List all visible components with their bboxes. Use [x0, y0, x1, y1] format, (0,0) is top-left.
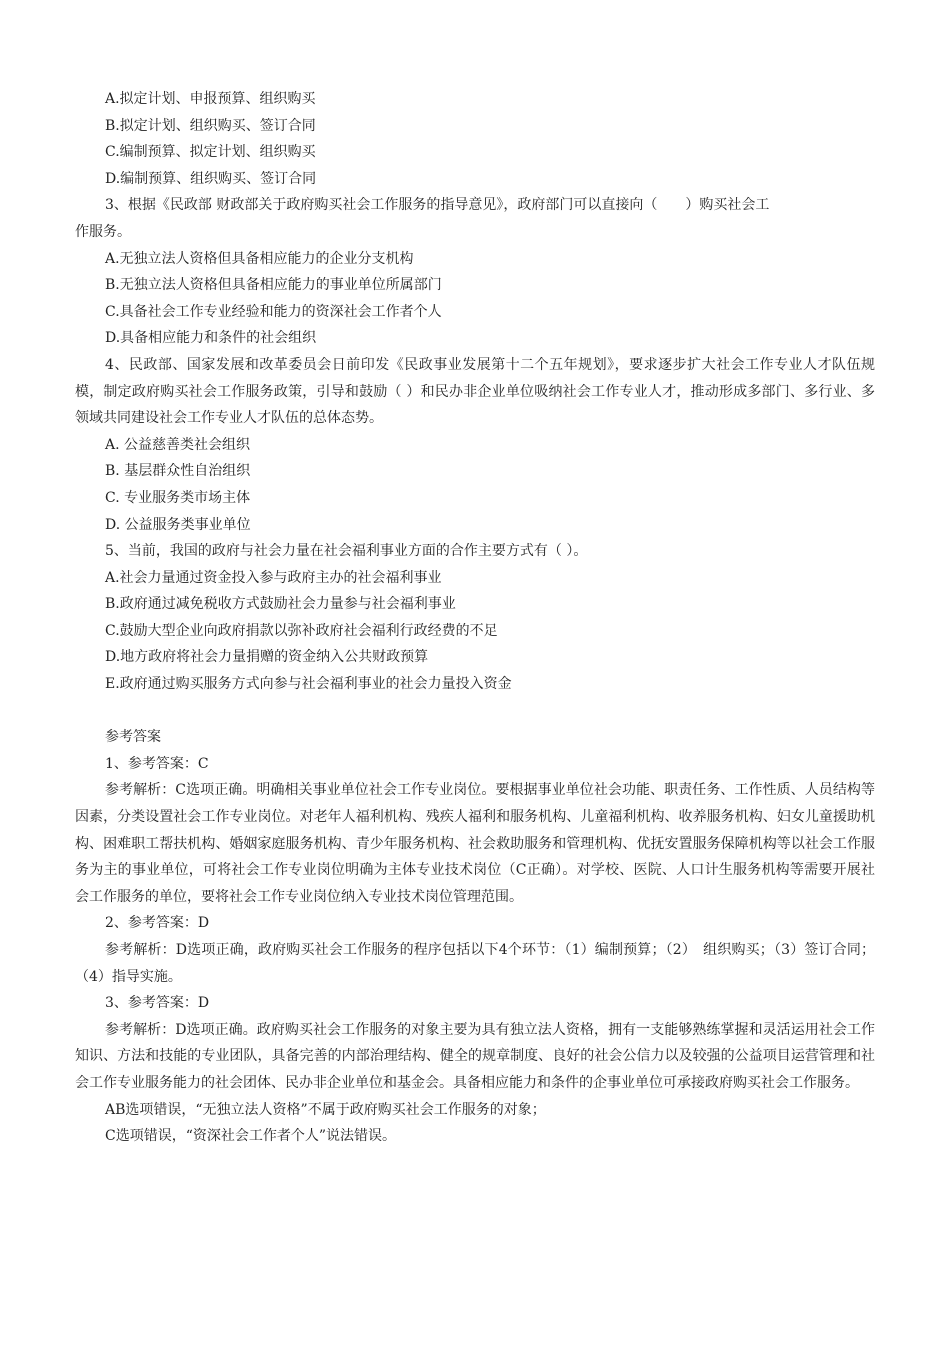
q2-option-a: A.拟定计划、申报预算、组织购买	[105, 91, 316, 107]
q2-option-d: D.编制预算、组织购买、签订合同	[105, 170, 317, 187]
q5-option-c: C.鼓励大型企业向政府捐款以弥补政府社会福利行政经费的不足	[105, 622, 498, 639]
q2-option-c: C.编制预算、拟定计划、组织购买	[105, 144, 316, 161]
q5-option-e: E.政府通过购买服务方式向参与社会福利事业的社会力量投入资金	[105, 676, 512, 693]
q4-option-b: B. 基层群众性自治组织	[105, 463, 251, 480]
q3-option-a: A.无独立法人资格但具备相应能力的企业分支机构	[105, 250, 414, 267]
document-page	[0, 86, 950, 1150]
answer-3-analysis: 参考解析：D选项正确。政府购买社会工作服务的对象主要为具有独立法人资格，拥有一支能够熟练掌握和灵活运用社会工作知识、方法和技能的专业团队，具备完善的内部治理结构、健全的规章制度、良好的社会公信力以及较强的公益项目运营管理和社会工作专业服务能力的社会团体、民办非企业单位和基金会。具备相应能力和条件的企事业单位可承接政府购买社会工作服务。	[75, 1021, 875, 1091]
section-gap	[0, 698, 950, 725]
q3-option-c: C.具备社会工作专业经验和能力的资深社会工作者个人	[105, 303, 442, 320]
q5-stem: 5、当前，我国的政府与社会力量在社会福利事业方面的合作主要方式有（ ）。	[105, 543, 588, 560]
q4-option-a: A. 公益慈善类社会组织	[105, 436, 251, 453]
q4-option-d: D. 公益服务类事业单位	[105, 516, 251, 533]
answer-3-note-c: C选项错误，“资深社会工作者个人”说法错误。	[105, 1128, 397, 1145]
answer-2: 2、参考答案：D	[105, 915, 210, 932]
answer-2-analysis: 参考解析：D选项正确，政府购买社会工作服务的程序包括以下4个环节：（1）编制预算；（2） 组织购买；（3）签订合同；（4）指导实施。	[75, 942, 875, 985]
q4-option-c: C. 专业服务类市场主体	[105, 489, 251, 506]
q5-option-b: B.政府通过减免税收方式鼓励社会力量参与社会福利事业	[105, 596, 456, 613]
q3-option-d: D.具备相应能力和条件的社会组织	[105, 330, 317, 347]
q3-stem-line2: 作服务。	[75, 223, 131, 240]
answer-3: 3、参考答案：D	[105, 995, 210, 1012]
q3-stem-line1: 3、根据《民政部 财政部关于政府购买社会工作服务的指导意见》，政府部门可以直接向（ ）购买社会工	[105, 197, 770, 214]
q5-option-a: A.社会力量通过资金投入参与政府主办的社会福利事业	[105, 569, 442, 586]
q5-option-d: D.地方政府将社会力量捐赠的资金纳入公共财政预算	[105, 649, 429, 666]
answers-heading: 参考答案	[105, 729, 161, 746]
answer-1-analysis: 参考解析：C选项正确。明确相关事业单位社会工作专业岗位。要根据事业单位社会功能、职责任务、工作性质、人员结构等因素，分类设置社会工作专业岗位。对老年人福利机构、残疾人福利和服务机构、儿童福利机构、收养服务机构、妇女儿童援助机构、困难职工帮扶机构、婚姻家庭服务机构、青少年服务机构、社会救助服务和管理机构、优抚安置服务保障机构等以社会工作服务为主的事业单位，可将社会工作专业岗位明确为主体专业技术岗位（C正确）。对学校、医院、人口计生服务机构等需要开展社会工作服务的单位，要将社会工作专业岗位纳入专业技术岗位管理范围。	[75, 782, 875, 905]
answer-1: 1、参考答案：C	[105, 755, 209, 772]
q4-stem: 4、民政部、国家发展和改革委员会日前印发《民政事业发展第十二个五年规划》，要求逐步扩大社会工作专业人才队伍规模，制定政府购买社会工作服务政策，引导和鼓励（ ）和民办非企业单位吸纳社会工作专业人才，推动形成多部门、多行业、多领域共同建设社会工作专业人才队伍的总体态势。	[75, 356, 875, 427]
q2-option-b: B.拟定计划、组织购买、签订合同	[105, 117, 316, 134]
q3-option-b: B.无独立法人资格但具备相应能力的事业单位所属部门	[105, 277, 442, 294]
answer-3-note-ab: AB选项错误，“无独立法人资格”不属于政府购买社会工作服务的对象；	[105, 1101, 546, 1118]
